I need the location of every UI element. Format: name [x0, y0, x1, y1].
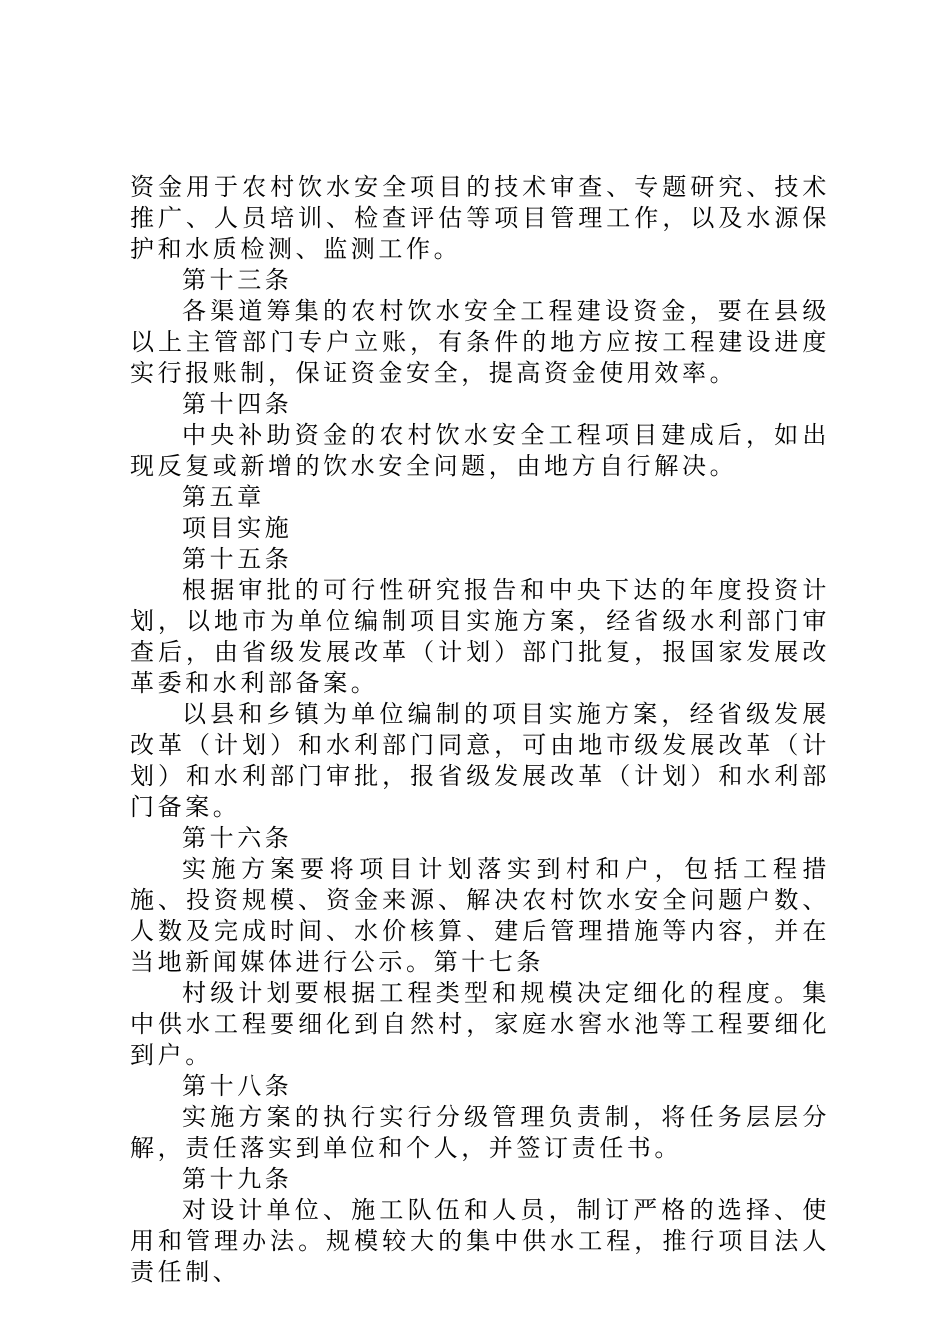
article-heading: 第十四条 [182, 390, 293, 418]
paragraph: 各渠道筹集的农村饮水安全工程建设资金，要在县级以上主管部门专户立账，有条件的地方应按工程建设进度实行报账制，保证资金安全，提高资金使用效率。 [130, 297, 830, 387]
paragraph: 对设计单位、施工队伍和人员，制订严格的选择、使用和管理办法。规模较大的集中供水工程，推行项目法人责任制、 [130, 1196, 830, 1286]
paragraph: 村级计划要根据工程类型和规模决定细化的程度。集中供水工程要细化到自然村，家庭水窖水池等工程要细化到户。 [130, 979, 830, 1069]
chapter-title: 项目实施 [182, 514, 293, 542]
paragraph: 根据审批的可行性研究报告和中央下达的年度投资计划，以地市为单位编制项目实施方案，经省级水利部门审查后，由省级发展改革（计划）部门批复，报国家发展改革委和水利部备案。 [130, 576, 830, 697]
document-page [130, 172, 830, 1288]
article-heading: 第十八条 [182, 1072, 293, 1100]
article-heading: 第十六条 [182, 824, 293, 852]
paragraph: 资金用于农村饮水安全项目的技术审查、专题研究、技术推广、人员培训、检查评估等项目管理工作，以及水源保护和水质检测、监测工作。 [130, 173, 830, 263]
paragraph: 以县和乡镇为单位编制的项目实施方案，经省级发展改革（计划）和水利部门同意，可由地市级发展改革（计划）和水利部门审批，报省级发展改革（计划）和水利部门备案。 [130, 700, 830, 821]
article-heading: 第十三条 [182, 266, 293, 294]
article-heading: 第十九条 [182, 1165, 293, 1193]
paragraph: 中央补助资金的农村饮水安全工程项目建成后，如出现反复或新增的饮水安全问题，由地方自行解决。 [130, 421, 830, 480]
paragraph: 实施方案的执行实行分级管理负责制，将任务层层分解，责任落实到单位和个人，并签订责任书。 [130, 1103, 830, 1162]
chapter-heading: 第五章 [182, 483, 265, 511]
article-heading: 第十五条 [182, 545, 293, 573]
paragraph: 实施方案要将项目计划落实到村和户，包括工程措施、投资规模、资金来源、解决农村饮水安全问题户数、人数及完成时间、水价核算、建后管理措施等内容，并在当地新闻媒体进行公示。第十七条 [130, 855, 830, 976]
